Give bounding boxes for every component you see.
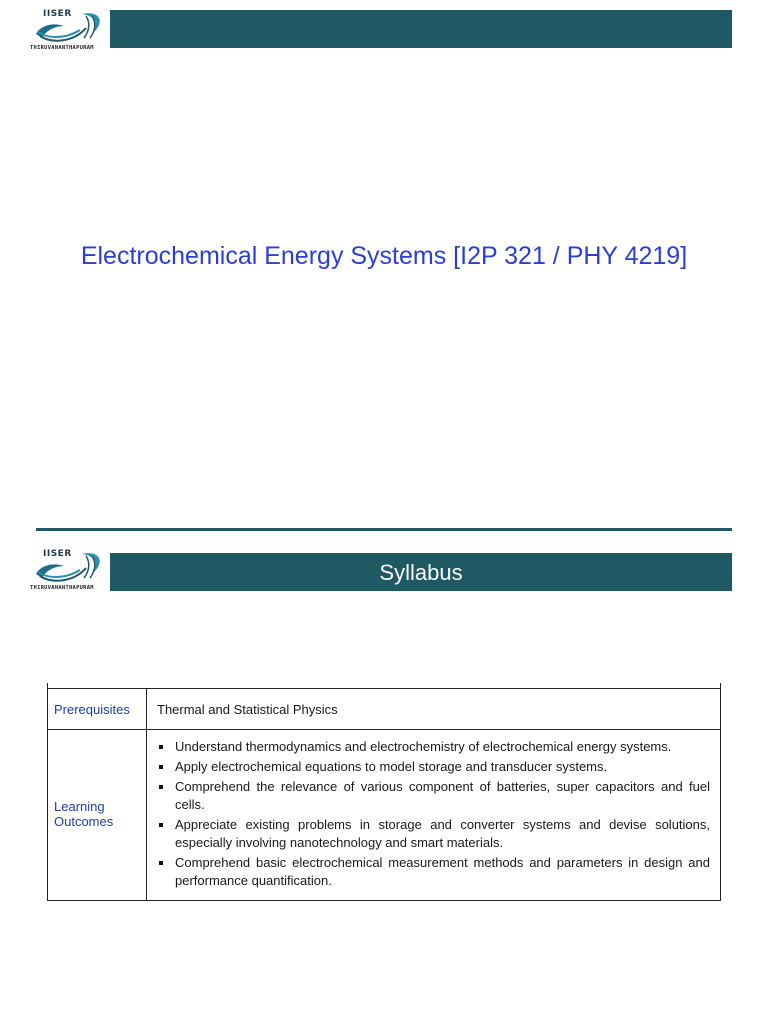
slide-title: Electrochemical Energy Systems [I2P 321 / PHY 4219] [80, 242, 688, 270]
table-row [48, 730, 721, 901]
list-item: Comprehend the relevance of various component of batteries, super capacitors and fuel cells. [175, 779, 710, 812]
table-row [48, 689, 721, 730]
prerequisites-value: Thermal and Statistical Physics [147, 689, 721, 730]
iiser-logo [30, 8, 110, 54]
list-item: Apply electrochemical equations to model storage and transducer systems. [175, 758, 710, 776]
header-band: Syllabus [110, 553, 732, 591]
list-item: Comprehend basic electrochemical measurement methods and parameters in design and performance quantification. [175, 855, 710, 888]
syllabus-slide [0, 538, 768, 1024]
slide-divider [36, 528, 732, 531]
header-band [110, 10, 732, 48]
logo-wordmark: IISER [43, 549, 72, 559]
logo-place: THIRUVANANTHAPURAM [30, 585, 94, 591]
learning-outcomes-list [157, 738, 710, 890]
iiser-logo [30, 548, 110, 594]
logo-place: THIRUVANANTHAPURAM [30, 45, 94, 51]
syllabus-table [47, 688, 721, 901]
list-item: Understand thermodynamics and electrochemistry of electrochemical energy systems. [175, 738, 710, 756]
list-item: Appreciate existing problems in storage and converter systems and devise solutions, especially involving nanotechnology and smart materials. [175, 817, 710, 850]
learning-outcomes-label: Learning Outcomes [48, 730, 147, 901]
logo-wordmark: IISER [43, 9, 72, 19]
prerequisites-label: Prerequisites [48, 689, 147, 730]
learning-outcomes-list-cell [147, 730, 721, 901]
